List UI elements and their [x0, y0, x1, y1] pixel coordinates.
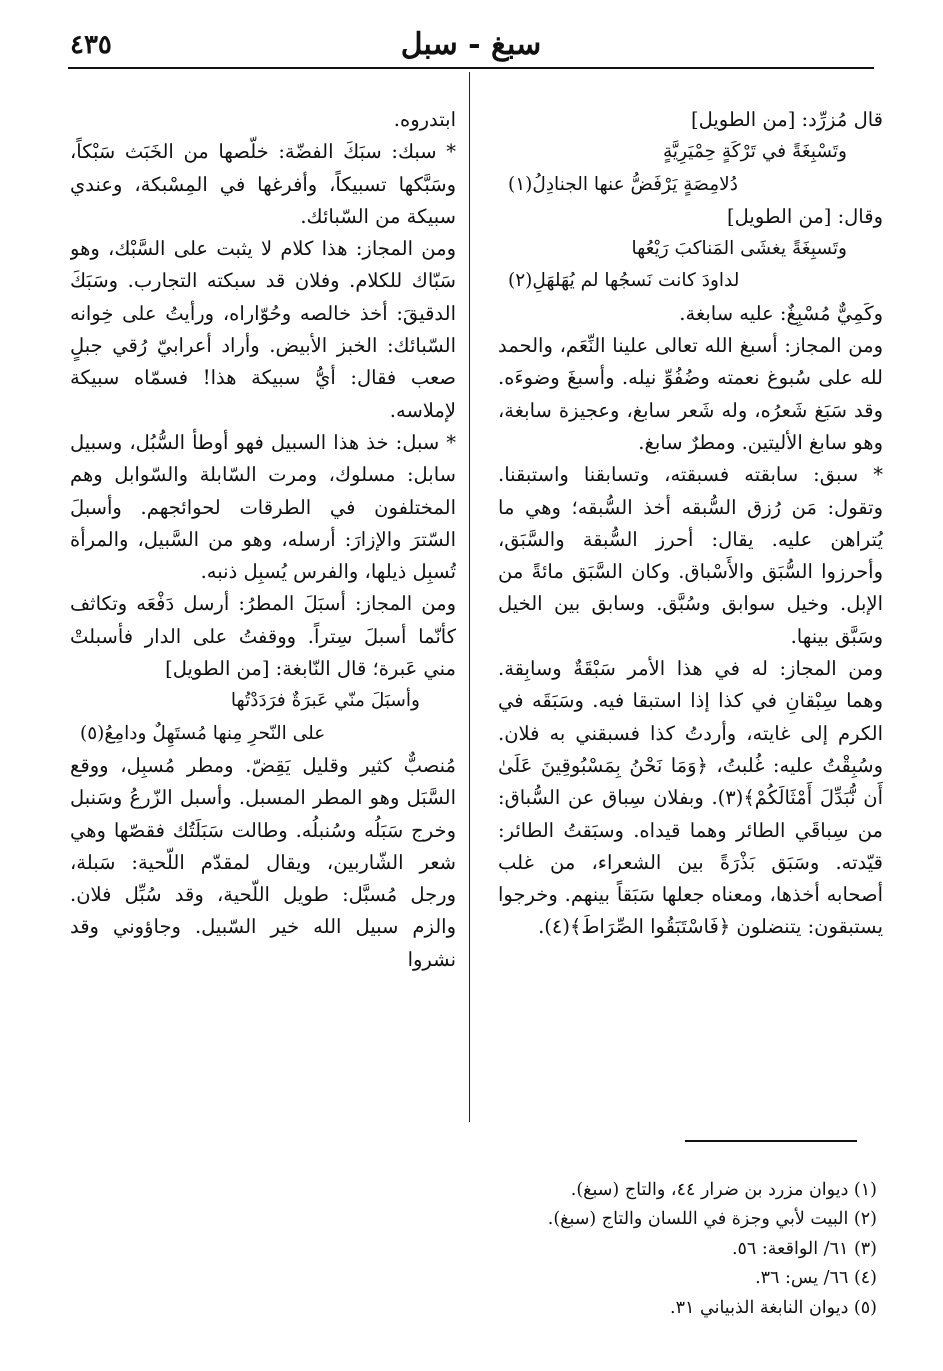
left-paragraph: ابتدروه.: [393, 108, 456, 131]
footnote-item: (٢) البيت لأبي وجزة في اللسان والتاج (سبغ).: [547, 1209, 877, 1230]
right-paragraph: * سبق: سابقته فسبقته، وتسابقنا واستبقنا. وتقول: مَن رُزق السُّبقه أخذ السُّبقه؛ وهي ما يُتراهن عليه. يقال: أحرز السُّبقة والسَّبَق، وأحرزوا السُّبَق والأَسْباق. وكان السَّبَق مائةً من الإبل. وخيل سوابق وسُبَّق. وسابق بين الخيل وسَبَّق بينها.: [498, 463, 883, 648]
right-verse-second-hemistich: دُلامِصَةٍ يَرْفَضُّ عنها الجنادِلُ(١): [508, 173, 738, 195]
right-verse-second-hemistich: لداودَ كانت نَسجُها لم يُهَلهَلِ(٢): [508, 270, 740, 292]
column-divider: [469, 72, 470, 1122]
right-paragraph: وقال: [من الطويل]: [727, 204, 883, 228]
left-verse-first-hemistich: وأسبَلَ منّي عَبرَةٌ فرَدَدْتُها: [230, 690, 420, 712]
right-paragraph: قال مُزرِّد: [من الطويل]: [690, 108, 883, 131]
right-paragraph: وكَمِيٌّ مُسْبِغٌ: عليه سابغة.: [679, 301, 883, 325]
page-header: [68, 22, 874, 68]
left-verse-second-hemistich: على النّحرِ مِنها مُستَهِلٌ ودامِعُ(٥): [80, 722, 326, 744]
left-paragraph: * سبك: سبَكَ الفضّة: خلّصها من الخَبَث سَبْكاً، وسَبَّكها تسبيكاً، وأفرغها في المِسْبكة، وعندي سبيكة من السّبائك.: [70, 140, 456, 228]
left-column: [70, 104, 456, 1120]
page-number: ٤٣٥: [70, 30, 112, 60]
footnote-item: (٣) ٦١/ الواقعة: ٥٦.: [731, 1238, 877, 1259]
right-verse-first-hemistich: وتَسْبِغَةً في تَرْكَةٍ حِمْيَرِيَّةٍ: [663, 141, 847, 163]
footnotes: [97, 1176, 877, 1323]
header-rule: [68, 67, 874, 69]
left-paragraph: ومن المجاز: أسبَلَ المطرُ: أرسل دَفْعَه وتكاثف كأنّما أسبلَ سِتراً. ووقفتُ على الدار فأسبلتْ مني عَبرة؛ قال النّابغة: [من الطويل]: [70, 592, 456, 681]
left-paragraph: ومن المجاز: هذا كلام لا يثبت على السَّبْك، وهو سَبّاك للكلام. وفلان قد سبكته التجارب. وسَبَكَ الدقيقَ: أخذ خالصه وحُوّاراه، ورأيتُ على خِوانه السّبائك: الخبز الأبيض. وأراد أعرابيّ رُقي جبلٍ صعب فقال: أيُّ سبيكة هذا! فسمّاه سبيكة لإملاسه.: [70, 237, 456, 422]
footnote-item: (٥) ديوان النابغة الذبياني ٣١.: [670, 1297, 877, 1318]
right-verse-first-hemistich: وتَسبِغَةً يغشَى المَناكبَ رَيْعُها: [631, 238, 847, 260]
right-paragraph: ومن المجاز: له في هذا الأمر سَبْقَةٌ وسابِقة. وهما سِبْقانِ في كذا إذا استبقا فيه. وسَبَقَه في الكرم إلى غايته، وأردتُ كذا فسبقني به فلان. وسُبِقْتُ عليه: غُلبتُ، ﴿وَمَا نَحْنُ بِمَسْبُوقِينَ عَلَىٰ أَن نُّبَدِّلَ أَمْثَالَكُمْ﴾(٣). وبفلان سِباق عن السُّباق: من سِباقَي الطائر وهما قيداه. وسبَقتُ الطائر: قيّدته. وسَبَق بَذْرَةً بين الشعراء، من غلب أصحابه أخذها، ومعناه جعلها سَبَقاً بينهم. وخرجوا يستبقون: يتنضلون ﴿فَاسْتَبَقُوا الصِّرَاطَ﴾(٤).: [498, 657, 883, 939]
right-paragraph: ومن المجاز: أسبغ الله تعالى علينا النِّعَم، والحمد لله على سُبوغ نعمته وضُفُوِّ نيله. وأسبغَ وضوءَه. وقد سَبَغ شَعرُه، وله شَعر سابغ، وعجيزة سابغة، وهو سابغ الأليتين. ومطرٌ سابغ.: [498, 334, 883, 454]
page-title: سبغ - سبل: [400, 27, 542, 62]
footnote-rule: [685, 1140, 857, 1142]
left-paragraph: * سبل: خذ هذا السبيل فهو أوطأ السُّبُل، وسبيل سابل: مسلوك، ومرت السّابلة والسّوابل وهم المختلفون في الطرقات لحوائجهم. وأسبلَ السّترَ والإزارَ: أرسله، وهو من السَّبيل، والمرأة تُسبِل ذيلها، والفرس يُسبِل ذنبه.: [70, 430, 456, 584]
left-paragraph: مُنصبٌّ كثير وقليل يَقِضّ. ومطر مُسبِل، ووقع السَّبَل وهو المطر المسبل. وأسبل الزّرعُ وسَنبل وخرج سَبَلُه وسُنبلُه. وطالت سَبَلَتُك فقصّها وهي شعر الشّاربين، ويقال لمقدّم اللّحية: سَبلة، ورجل مُسبَّل: طويل اللّحية، وقد سُبِّل فلان. والزم سبيل الله خير السّبيل. وجاؤوني وقد نشروا: [70, 753, 456, 971]
footnote-item: (١) ديوان مزرد بن ضرار ٤٤، والتاج (سبغ).: [570, 1180, 877, 1200]
right-column: [498, 104, 883, 1120]
footnote-item: (٤) ٦٦/ يس: ٣٦.: [755, 1268, 877, 1289]
